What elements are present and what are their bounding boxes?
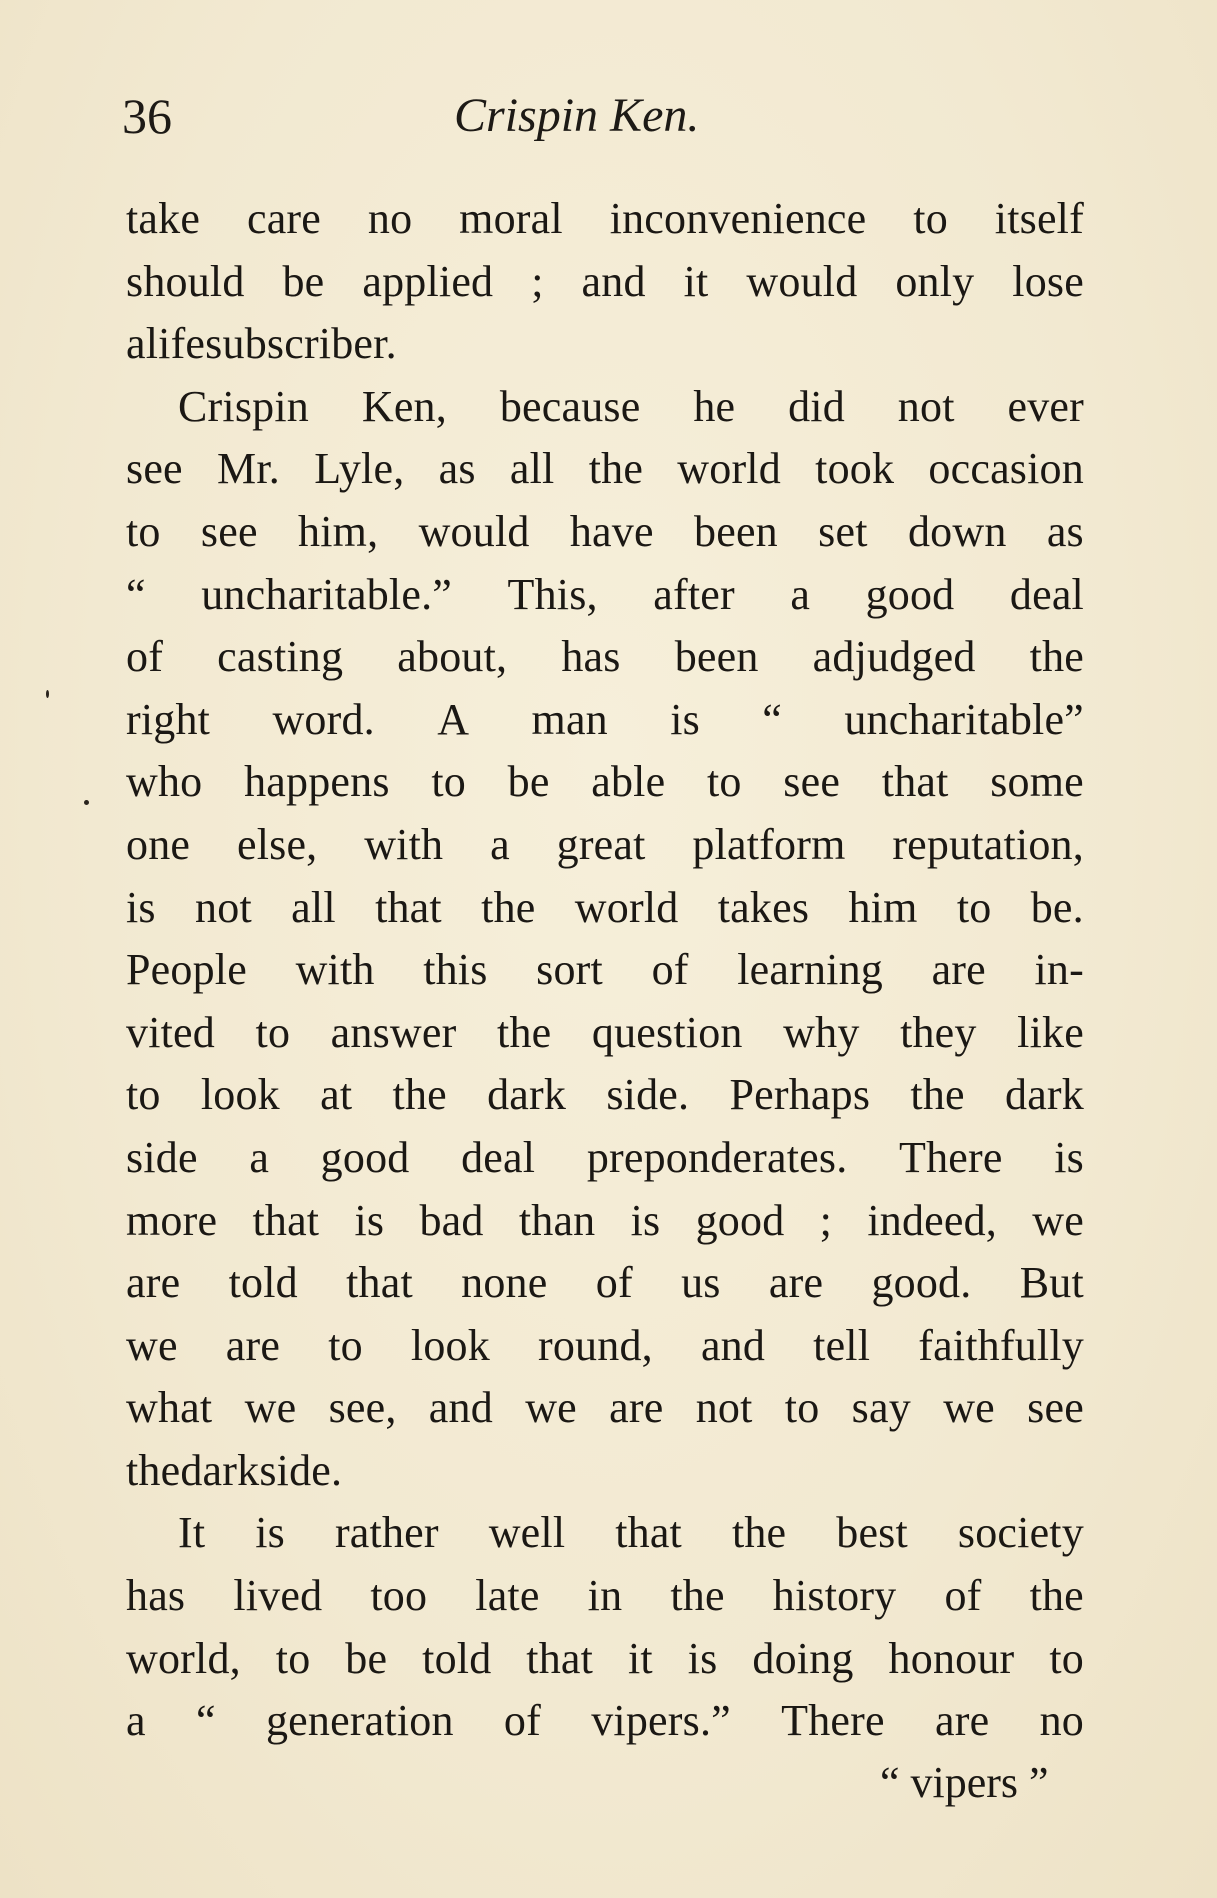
word: we xyxy=(1032,1195,1084,1245)
word: the xyxy=(1029,632,1084,682)
word: it xyxy=(627,1633,653,1683)
text-line xyxy=(126,1690,1084,1753)
word: see xyxy=(200,506,258,556)
word: to xyxy=(126,506,161,556)
word: good xyxy=(320,1132,410,1182)
word: no xyxy=(1039,1696,1084,1746)
word: would xyxy=(746,256,858,306)
word: of xyxy=(944,1571,982,1621)
word: Perhaps xyxy=(729,1070,871,1120)
word: lose xyxy=(1012,256,1084,306)
word: we xyxy=(244,1383,297,1433)
word: the xyxy=(731,1508,787,1558)
word: preponderates. xyxy=(586,1132,848,1182)
word: is xyxy=(255,1508,285,1558)
word: to xyxy=(126,1070,161,1120)
word: generation xyxy=(265,1696,454,1746)
word: “ xyxy=(126,569,146,619)
word: indeed, xyxy=(867,1195,998,1245)
word: who xyxy=(126,757,203,807)
word: the xyxy=(588,444,644,494)
ink-speck xyxy=(46,690,49,698)
word: a xyxy=(249,1132,270,1182)
word: say xyxy=(851,1383,911,1433)
word: Crispin xyxy=(178,381,309,431)
word: that xyxy=(881,757,949,807)
word: they xyxy=(900,1007,977,1057)
word: sort xyxy=(536,945,603,995)
word: is xyxy=(670,694,700,744)
word: be. xyxy=(1030,882,1084,932)
word: all xyxy=(291,882,336,932)
word: A xyxy=(437,694,470,744)
word: the xyxy=(497,1007,552,1057)
text-line xyxy=(126,188,1084,251)
text-line xyxy=(126,376,1084,439)
word: a xyxy=(490,819,510,869)
word: and xyxy=(700,1320,766,1370)
word: of xyxy=(503,1696,541,1746)
word: this xyxy=(423,945,488,995)
word: take xyxy=(126,194,201,243)
word: that xyxy=(375,882,442,932)
text-line xyxy=(126,626,1084,689)
text-line xyxy=(126,939,1084,1002)
word: “ xyxy=(195,1696,216,1746)
word: to xyxy=(255,1007,291,1057)
text-line xyxy=(126,1002,1084,1065)
word: uncharitable” xyxy=(844,694,1084,744)
word: are xyxy=(935,1696,990,1746)
word: and xyxy=(428,1383,493,1433)
word: been xyxy=(674,632,759,682)
word: honour xyxy=(888,1633,1015,1683)
word: faithfully xyxy=(918,1320,1084,1370)
word: look xyxy=(200,1070,280,1120)
word: vited xyxy=(126,1007,215,1057)
word: been xyxy=(694,506,778,556)
word: world xyxy=(574,882,679,932)
word: good xyxy=(695,1195,785,1245)
text-line xyxy=(126,1315,1084,1378)
word: to xyxy=(431,757,466,807)
word: “ xyxy=(762,694,783,744)
word: of xyxy=(595,1258,633,1308)
word: told xyxy=(422,1633,492,1683)
word: reputation, xyxy=(892,819,1084,869)
word: world xyxy=(677,444,781,494)
word: It xyxy=(178,1508,206,1558)
word: one xyxy=(126,819,191,869)
word: set xyxy=(818,506,868,556)
word: like xyxy=(1017,1007,1084,1057)
text-line xyxy=(126,751,1084,814)
word: it xyxy=(683,256,709,306)
word: life xyxy=(145,319,206,369)
text-line xyxy=(126,501,1084,564)
word: This, xyxy=(507,569,598,619)
word: are xyxy=(609,1383,664,1433)
word: to xyxy=(275,1633,311,1683)
word: is xyxy=(687,1633,718,1683)
word: world, xyxy=(126,1633,241,1683)
text-line xyxy=(126,1440,1084,1503)
word: There xyxy=(781,1696,885,1746)
word: did xyxy=(788,381,845,431)
word: good xyxy=(865,569,955,619)
word: of xyxy=(126,632,164,682)
word: we xyxy=(943,1383,995,1433)
word: to xyxy=(328,1320,363,1370)
page-header xyxy=(0,86,1217,146)
word: subscriber. xyxy=(205,319,397,369)
word: adjudged xyxy=(812,632,976,682)
word: him xyxy=(848,882,918,932)
word: are xyxy=(768,1258,824,1308)
word: learning xyxy=(737,945,883,995)
word: round, xyxy=(538,1320,653,1370)
text-line xyxy=(126,251,1084,314)
word: word. xyxy=(272,694,375,744)
word: not xyxy=(195,882,252,932)
text-line xyxy=(126,1628,1084,1691)
word: the xyxy=(481,882,536,932)
text-line xyxy=(126,1127,1084,1190)
word: in- xyxy=(1034,945,1084,995)
word: deal xyxy=(1009,569,1084,619)
word: People xyxy=(126,945,247,995)
word: deal xyxy=(461,1132,536,1182)
word: has xyxy=(561,632,621,682)
text-line xyxy=(126,1565,1084,1628)
word: none xyxy=(461,1258,548,1308)
page-number: 36 xyxy=(122,88,172,144)
word: casting xyxy=(217,632,344,682)
word: care xyxy=(246,194,322,243)
word: man xyxy=(531,694,608,744)
text-line xyxy=(126,877,1084,940)
word: side xyxy=(126,1132,198,1182)
word: see xyxy=(126,444,183,494)
word: is xyxy=(1054,1132,1084,1182)
word: Ken, xyxy=(361,381,447,431)
word: no xyxy=(367,194,413,243)
word: the xyxy=(910,1070,965,1120)
word: all xyxy=(509,444,555,494)
word: itself xyxy=(994,194,1084,243)
running-head: Crispin Ken. xyxy=(454,89,700,142)
word: too xyxy=(370,1571,428,1621)
word: late xyxy=(475,1571,540,1621)
word: are xyxy=(126,1258,181,1308)
word: that xyxy=(346,1258,413,1308)
word: side. xyxy=(606,1070,690,1120)
text-line xyxy=(126,564,1084,627)
word: be xyxy=(345,1633,388,1683)
text-line xyxy=(126,313,1084,376)
word: in xyxy=(587,1571,623,1621)
word: look xyxy=(410,1320,490,1370)
word: good. xyxy=(871,1258,972,1308)
word: happens xyxy=(244,757,390,807)
word: Lyle, xyxy=(314,444,405,494)
word: should xyxy=(126,256,245,306)
word: of xyxy=(651,945,689,995)
word: vipers.” xyxy=(591,1696,731,1746)
word: with xyxy=(295,945,375,995)
word: best xyxy=(836,1508,908,1558)
word: are xyxy=(225,1320,281,1370)
word: takes xyxy=(717,882,810,932)
word: we xyxy=(126,1320,178,1370)
word: doing xyxy=(752,1633,854,1683)
word: not xyxy=(695,1383,753,1433)
word: some xyxy=(990,757,1084,807)
text-line xyxy=(126,689,1084,752)
word: But xyxy=(1019,1258,1084,1308)
word: to xyxy=(707,757,742,807)
word: what xyxy=(126,1383,213,1433)
word: rather xyxy=(334,1508,439,1558)
word: the xyxy=(126,1445,181,1495)
word: that xyxy=(526,1633,594,1683)
text-line xyxy=(126,1064,1084,1127)
text-line xyxy=(126,438,1084,501)
word: ever xyxy=(1007,381,1084,431)
word: history xyxy=(772,1571,897,1621)
word: that xyxy=(615,1508,682,1558)
word: a xyxy=(126,319,146,369)
word: occasion xyxy=(928,444,1084,494)
word: are xyxy=(931,945,986,995)
word: to xyxy=(784,1383,820,1433)
word: is xyxy=(354,1195,385,1245)
word: see xyxy=(1027,1383,1084,1433)
word: took xyxy=(815,444,895,494)
word: that xyxy=(252,1195,320,1245)
word: able xyxy=(591,757,666,807)
word: down xyxy=(907,506,1007,556)
word: after xyxy=(653,569,735,619)
text-line xyxy=(126,1377,1084,1440)
word: and xyxy=(581,256,646,306)
word: dark xyxy=(180,1445,260,1495)
word: ; xyxy=(819,1195,833,1245)
word: bad xyxy=(419,1195,484,1245)
word: told xyxy=(228,1258,298,1308)
word: because xyxy=(499,381,641,431)
word: society xyxy=(957,1508,1084,1558)
word: he xyxy=(693,381,736,431)
word: moral xyxy=(459,194,563,243)
text-line xyxy=(126,1502,1084,1565)
word: dark xyxy=(487,1070,567,1120)
word: tell xyxy=(813,1320,871,1370)
word: a xyxy=(126,1696,146,1746)
word: us xyxy=(681,1258,721,1308)
word: question xyxy=(591,1007,743,1057)
word: than xyxy=(518,1195,596,1245)
word: has xyxy=(126,1571,186,1621)
word: more xyxy=(126,1195,218,1245)
word: the xyxy=(392,1070,447,1120)
text-line xyxy=(126,1190,1084,1253)
word: applied xyxy=(362,256,494,306)
body-text xyxy=(126,188,1084,1753)
word: we xyxy=(525,1383,577,1433)
word: the xyxy=(670,1571,725,1621)
word: at xyxy=(320,1070,353,1120)
word: is xyxy=(630,1195,661,1245)
word: him, xyxy=(298,506,379,556)
word: be xyxy=(507,757,550,807)
word: well xyxy=(488,1508,566,1558)
word: not xyxy=(897,381,955,431)
word: There xyxy=(899,1132,1003,1182)
word: uncharitable.” xyxy=(201,569,453,619)
word: Mr. xyxy=(217,444,280,494)
word: about, xyxy=(397,632,508,682)
word: the xyxy=(1029,1571,1084,1621)
word: to xyxy=(913,194,948,243)
word: ; xyxy=(531,256,544,306)
word: great xyxy=(556,819,646,869)
word: is xyxy=(126,882,156,932)
word: lived xyxy=(233,1571,323,1621)
catchword: “ vipers ” xyxy=(880,1758,1049,1807)
word: a xyxy=(790,569,811,619)
word: dark xyxy=(1005,1070,1084,1120)
word: as xyxy=(438,444,476,494)
word: with xyxy=(364,819,444,869)
word: see xyxy=(783,757,841,807)
word: side. xyxy=(259,1445,343,1495)
word: see, xyxy=(328,1383,397,1433)
text-line xyxy=(126,1252,1084,1315)
word: only xyxy=(895,256,975,306)
word: answer xyxy=(330,1007,457,1057)
word: as xyxy=(1046,506,1084,556)
word: to xyxy=(956,882,992,932)
word: to xyxy=(1049,1633,1084,1683)
word: right xyxy=(126,694,211,744)
word: have xyxy=(569,506,654,556)
word: else, xyxy=(236,819,318,869)
word: inconvenience xyxy=(609,194,867,243)
word: why xyxy=(783,1007,860,1057)
text-line xyxy=(126,814,1084,877)
word: platform xyxy=(692,819,846,869)
ink-speck xyxy=(84,800,89,805)
word: be xyxy=(282,256,325,306)
word: would xyxy=(418,506,530,556)
